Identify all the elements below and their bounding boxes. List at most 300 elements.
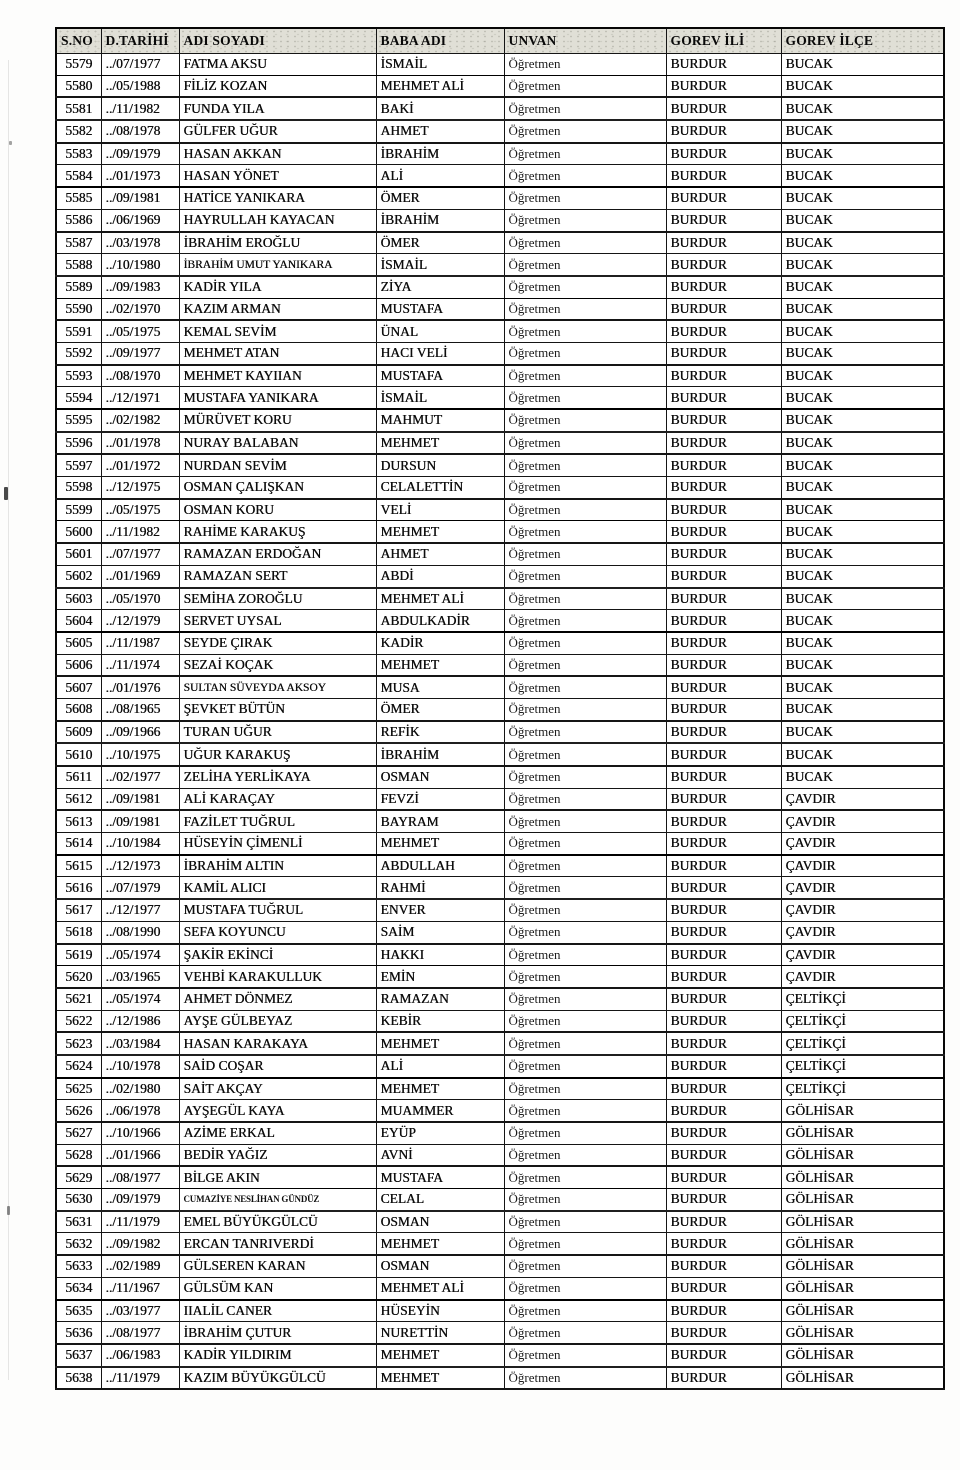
cell-father-name: MEHMET (376, 833, 504, 855)
table-row (56, 521, 944, 543)
cell-province: BURDUR (666, 409, 781, 432)
cell-father-name: VELİ (376, 499, 504, 521)
cell-serial-no: 5628 (56, 1144, 101, 1166)
cell-district: GÖLHİSAR (781, 1277, 944, 1299)
table-row (56, 298, 944, 320)
cell-birth-date: ../11/1974 (101, 654, 179, 676)
cell-title: Öğretmen (504, 1189, 666, 1211)
cell-province: BURDUR (666, 342, 781, 364)
cell-serial-no: 5591 (56, 320, 101, 342)
cell-serial-no: 5621 (56, 988, 101, 1010)
cell-father-name: ABDULKADİR (376, 610, 504, 632)
cell-district: ÇELTİKÇİ (781, 1078, 944, 1100)
cell-full-name: KAMİL ALICI (179, 877, 376, 899)
cell-district: BUCAK (781, 499, 944, 521)
cell-birth-date: ../06/1983 (101, 1344, 179, 1367)
cell-province: BURDUR (666, 1122, 781, 1144)
table-row (56, 387, 944, 409)
cell-full-name: KAZIM BÜYÜKGÜLCÜ (179, 1367, 376, 1390)
cell-serial-no: 5623 (56, 1032, 101, 1055)
cell-serial-no: 5594 (56, 387, 101, 409)
cell-serial-no: 5585 (56, 187, 101, 209)
cell-district: BUCAK (781, 320, 944, 342)
cell-province: BURDUR (666, 766, 781, 788)
cell-full-name: AZİME ERKAL (179, 1122, 376, 1144)
cell-title: Öğretmen (504, 1277, 666, 1299)
cell-province: BURDUR (666, 721, 781, 744)
cell-title: Öğretmen (504, 1300, 666, 1322)
cell-province: BURDUR (666, 499, 781, 521)
cell-birth-date: ../02/1970 (101, 298, 179, 320)
cell-province: BURDUR (666, 1300, 781, 1322)
cell-province: BURDUR (666, 1010, 781, 1032)
cell-district: BUCAK (781, 165, 944, 187)
cell-serial-no: 5620 (56, 966, 101, 988)
cell-district: GÖLHİSAR (781, 1144, 944, 1166)
cell-province: BURDUR (666, 365, 781, 387)
cell-full-name: RAMAZAN ERDOĞAN (179, 543, 376, 565)
cell-full-name: SULTAN SÜVEYDA AKSOY (179, 676, 376, 698)
cell-district: BUCAK (781, 432, 944, 455)
cell-province: BURDUR (666, 1233, 781, 1255)
table-row (56, 833, 944, 855)
cell-title: Öğretmen (504, 1100, 666, 1122)
cell-title: Öğretmen (504, 833, 666, 855)
cell-province: BURDUR (666, 165, 781, 187)
cell-district: GÖLHİSAR (781, 1233, 944, 1255)
cell-province: BURDUR (666, 1255, 781, 1277)
cell-father-name: RAMAZAN (376, 988, 504, 1010)
cell-serial-no: 5634 (56, 1277, 101, 1299)
cell-district: BUCAK (781, 75, 944, 97)
cell-district: BUCAK (781, 698, 944, 720)
cell-father-name: BAKİ (376, 97, 504, 120)
cell-province: BURDUR (666, 1189, 781, 1211)
cell-full-name: SEZAİ KOÇAK (179, 654, 376, 676)
cell-title: Öğretmen (504, 365, 666, 387)
table-body (56, 54, 944, 1390)
table-row (56, 1344, 944, 1367)
table-row (56, 342, 944, 364)
cell-district: ÇELTİKÇİ (781, 988, 944, 1010)
cell-province: BURDUR (666, 254, 781, 276)
cell-birth-date: ../05/1975 (101, 499, 179, 521)
cell-birth-date: ../01/1972 (101, 454, 179, 476)
cell-father-name: KADİR (376, 632, 504, 654)
table-head-row (56, 28, 944, 54)
cell-father-name: MEHMET (376, 1344, 504, 1367)
cell-province: BURDUR (666, 320, 781, 342)
cell-birth-date: ../03/1977 (101, 1300, 179, 1322)
cell-father-name: ÖMER (376, 187, 504, 209)
table-row (56, 543, 944, 565)
table-row (56, 209, 944, 231)
table-row (56, 588, 944, 610)
cell-serial-no: 5610 (56, 743, 101, 766)
cell-birth-date: ../05/1988 (101, 75, 179, 97)
cell-father-name: MEHMET (376, 432, 504, 455)
col-header-title: UNVAN (504, 28, 666, 54)
cell-title: Öğretmen (504, 409, 666, 432)
cell-district: GÖLHİSAR (781, 1211, 944, 1233)
cell-father-name: CELALETTİN (376, 477, 504, 499)
cell-district: BUCAK (781, 565, 944, 587)
cell-province: BURDUR (666, 588, 781, 610)
cell-district: ÇAVDIR (781, 855, 944, 877)
cell-district: GÖLHİSAR (781, 1100, 944, 1122)
cell-father-name: İBRAHİM (376, 143, 504, 165)
cell-full-name: MEHMET KAYIIAN (179, 365, 376, 387)
cell-birth-date: ../05/1974 (101, 988, 179, 1010)
cell-birth-date: ../07/1977 (101, 543, 179, 565)
cell-district: GÖLHİSAR (781, 1189, 944, 1211)
table-row (56, 454, 944, 476)
cell-province: BURDUR (666, 454, 781, 476)
cell-full-name: NURAY BALABAN (179, 432, 376, 455)
cell-serial-no: 5605 (56, 632, 101, 654)
cell-full-name: KAZIM ARMAN (179, 298, 376, 320)
cell-title: Öğretmen (504, 75, 666, 97)
cell-serial-no: 5633 (56, 1255, 101, 1277)
cell-province: BURDUR (666, 1078, 781, 1100)
cell-father-name: ALİ (376, 165, 504, 187)
cell-full-name: BEDİR YAĞIZ (179, 1144, 376, 1166)
cell-title: Öğretmen (504, 298, 666, 320)
cell-title: Öğretmen (504, 632, 666, 654)
cell-father-name: HAKKI (376, 944, 504, 966)
cell-full-name: HASAN AKKAN (179, 143, 376, 165)
cell-title: Öğretmen (504, 988, 666, 1010)
cell-full-name: MUSTAFA YANIKARA (179, 387, 376, 409)
table-row (56, 1100, 944, 1122)
cell-birth-date: ../11/1982 (101, 97, 179, 120)
table-row (56, 97, 944, 120)
cell-serial-no: 5599 (56, 499, 101, 521)
cell-birth-date: ../03/1984 (101, 1032, 179, 1055)
cell-full-name: KEMAL SEVİM (179, 320, 376, 342)
cell-father-name: MEHMET ALİ (376, 1277, 504, 1299)
cell-full-name: NURDAN SEVİM (179, 454, 376, 476)
cell-full-name: GÜLSÜM KAN (179, 1277, 376, 1299)
cell-full-name: İBRAHİM EROĞLU (179, 232, 376, 254)
cell-district: BUCAK (781, 477, 944, 499)
cell-serial-no: 5595 (56, 409, 101, 432)
cell-birth-date: ../08/1970 (101, 365, 179, 387)
cell-birth-date: ../05/1974 (101, 944, 179, 966)
cell-title: Öğretmen (504, 342, 666, 364)
cell-serial-no: 5602 (56, 565, 101, 587)
cell-serial-no: 5581 (56, 97, 101, 120)
cell-title: Öğretmen (504, 788, 666, 810)
cell-province: BURDUR (666, 1344, 781, 1367)
cell-father-name: MEHMET (376, 1078, 504, 1100)
cell-father-name: NURETTİN (376, 1322, 504, 1344)
cell-full-name: UĞUR KARAKUŞ (179, 743, 376, 766)
table-row (56, 499, 944, 521)
cell-full-name: OSMAN ÇALIŞKAN (179, 477, 376, 499)
cell-province: BURDUR (666, 1144, 781, 1166)
cell-province: BURDUR (666, 1367, 781, 1390)
cell-father-name: MEHMET (376, 654, 504, 676)
cell-serial-no: 5608 (56, 698, 101, 720)
cell-province: BURDUR (666, 97, 781, 120)
cell-title: Öğretmen (504, 187, 666, 209)
cell-father-name: ABDİ (376, 565, 504, 587)
cell-full-name: OSMAN KORU (179, 499, 376, 521)
cell-father-name: MUSA (376, 676, 504, 698)
table-row (56, 1367, 944, 1390)
table-row (56, 632, 944, 654)
cell-title: Öğretmen (504, 766, 666, 788)
cell-father-name: ÖMER (376, 698, 504, 720)
cell-birth-date: ../11/1979 (101, 1211, 179, 1233)
cell-title: Öğretmen (504, 610, 666, 632)
cell-serial-no: 5606 (56, 654, 101, 676)
cell-father-name: OSMAN (376, 1211, 504, 1233)
cell-birth-date: ../02/1980 (101, 1078, 179, 1100)
cell-title: Öğretmen (504, 1166, 666, 1188)
cell-province: BURDUR (666, 899, 781, 921)
cell-full-name: HÜSEYİN ÇİMENLİ (179, 833, 376, 855)
cell-birth-date: ../11/1967 (101, 1277, 179, 1299)
cell-district: BUCAK (781, 588, 944, 610)
cell-full-name: SAİT AKÇAY (179, 1078, 376, 1100)
table-row (56, 1055, 944, 1078)
cell-title: Öğretmen (504, 1322, 666, 1344)
cell-full-name: FATMA AKSU (179, 54, 376, 76)
table-row (56, 165, 944, 187)
cell-province: BURDUR (666, 654, 781, 676)
cell-district: GÖLHİSAR (781, 1300, 944, 1322)
cell-father-name: MEHMET (376, 1367, 504, 1390)
cell-birth-date: ../06/1969 (101, 209, 179, 231)
table-row (56, 254, 944, 276)
cell-father-name: MEHMET ALİ (376, 588, 504, 610)
cell-serial-no: 5601 (56, 543, 101, 565)
cell-serial-no: 5637 (56, 1344, 101, 1367)
cell-birth-date: ../11/1979 (101, 1367, 179, 1390)
cell-province: BURDUR (666, 632, 781, 654)
cell-birth-date: ../01/1976 (101, 676, 179, 698)
cell-full-name: KADİR YILDIRIM (179, 1344, 376, 1367)
cell-title: Öğretmen (504, 944, 666, 966)
cell-birth-date: ../01/1969 (101, 565, 179, 587)
cell-province: BURDUR (666, 75, 781, 97)
cell-title: Öğretmen (504, 232, 666, 254)
cell-title: Öğretmen (504, 120, 666, 143)
cell-province: BURDUR (666, 698, 781, 720)
cell-serial-no: 5588 (56, 254, 101, 276)
cell-father-name: AVNİ (376, 1144, 504, 1166)
cell-province: BURDUR (666, 1055, 781, 1078)
cell-father-name: ABDULLAH (376, 855, 504, 877)
table-row (56, 143, 944, 165)
cell-full-name: ERCAN TANRIVERDİ (179, 1233, 376, 1255)
cell-title: Öğretmen (504, 209, 666, 231)
cell-father-name: MEHMET (376, 1233, 504, 1255)
col-header-serial-no: S.NO (56, 28, 101, 54)
table-row (56, 120, 944, 143)
cell-serial-no: 5589 (56, 276, 101, 298)
cell-birth-date: ../05/1970 (101, 588, 179, 610)
cell-full-name: ZELİHA YERLİKAYA (179, 766, 376, 788)
table-row (56, 721, 944, 744)
cell-district: BUCAK (781, 632, 944, 654)
cell-title: Öğretmen (504, 721, 666, 744)
cell-full-name: FAZİLET TUĞRUL (179, 810, 376, 832)
table-row (56, 654, 944, 676)
cell-birth-date: ../09/1966 (101, 721, 179, 744)
cell-province: BURDUR (666, 833, 781, 855)
cell-district: BUCAK (781, 409, 944, 432)
cell-father-name: DURSUN (376, 454, 504, 476)
cell-birth-date: ../12/1979 (101, 610, 179, 632)
cell-full-name: KADİR YILA (179, 276, 376, 298)
table-row (56, 743, 944, 766)
cell-father-name: İBRAHİM (376, 209, 504, 231)
cell-serial-no: 5618 (56, 921, 101, 943)
cell-birth-date: ../01/1973 (101, 165, 179, 187)
cell-full-name: CUMAZİYE NESLİHAN GÜNDÜZ (179, 1189, 376, 1211)
table-row (56, 966, 944, 988)
cell-title: Öğretmen (504, 521, 666, 543)
cell-full-name: MUSTAFA TUĞRUL (179, 899, 376, 921)
col-header-father-name: BABA ADI (376, 28, 504, 54)
cell-province: BURDUR (666, 477, 781, 499)
table-row (56, 54, 944, 76)
cell-full-name: SAİD COŞAR (179, 1055, 376, 1078)
cell-father-name: CELAL (376, 1189, 504, 1211)
cell-father-name: SAİM (376, 921, 504, 943)
col-header-district: GOREV İLÇE (781, 28, 944, 54)
cell-title: Öğretmen (504, 899, 666, 921)
cell-serial-no: 5604 (56, 610, 101, 632)
cell-birth-date: ../09/1981 (101, 187, 179, 209)
cell-birth-date: ../12/1986 (101, 1010, 179, 1032)
cell-title: Öğretmen (504, 698, 666, 720)
table-row (56, 409, 944, 432)
cell-father-name: İSMAİL (376, 254, 504, 276)
cell-district: BUCAK (781, 298, 944, 320)
cell-district: BUCAK (781, 766, 944, 788)
table-row (56, 1078, 944, 1100)
cell-birth-date: ../12/1973 (101, 855, 179, 877)
cell-serial-no: 5590 (56, 298, 101, 320)
cell-title: Öğretmen (504, 565, 666, 587)
cell-serial-no: 5609 (56, 721, 101, 744)
cell-district: BUCAK (781, 54, 944, 76)
table-row (56, 1010, 944, 1032)
cell-father-name: MUSTAFA (376, 1166, 504, 1188)
cell-father-name: OSMAN (376, 766, 504, 788)
cell-birth-date: ../02/1982 (101, 409, 179, 432)
col-header-birth-date: D.TARİHİ (101, 28, 179, 54)
cell-birth-date: ../09/1977 (101, 342, 179, 364)
cell-district: GÖLHİSAR (781, 1122, 944, 1144)
cell-serial-no: 5613 (56, 810, 101, 832)
cell-serial-no: 5636 (56, 1322, 101, 1344)
cell-birth-date: ../09/1983 (101, 276, 179, 298)
table-row (56, 988, 944, 1010)
cell-birth-date: ../11/1987 (101, 632, 179, 654)
cell-birth-date: ../03/1978 (101, 232, 179, 254)
cell-father-name: AHMET (376, 543, 504, 565)
cell-district: ÇELTİKÇİ (781, 1055, 944, 1078)
cell-title: Öğretmen (504, 1055, 666, 1078)
table-row (56, 1255, 944, 1277)
table-row (56, 1233, 944, 1255)
cell-district: ÇAVDIR (781, 788, 944, 810)
cell-title: Öğretmen (504, 877, 666, 899)
cell-full-name: MEHMET ATAN (179, 342, 376, 364)
cell-father-name: ÖMER (376, 232, 504, 254)
cell-district: BUCAK (781, 120, 944, 143)
cell-father-name: İSMAİL (376, 54, 504, 76)
cell-serial-no: 5622 (56, 1010, 101, 1032)
cell-title: Öğretmen (504, 743, 666, 766)
cell-title: Öğretmen (504, 855, 666, 877)
cell-province: BURDUR (666, 1032, 781, 1055)
cell-birth-date: ../09/1981 (101, 810, 179, 832)
cell-province: BURDUR (666, 1277, 781, 1299)
cell-district: ÇAVDIR (781, 944, 944, 966)
col-header-full-name: ADI SOYADI (179, 28, 376, 54)
cell-serial-no: 5626 (56, 1100, 101, 1122)
cell-birth-date: ../08/1978 (101, 120, 179, 143)
cell-full-name: FİLİZ KOZAN (179, 75, 376, 97)
cell-serial-no: 5607 (56, 676, 101, 698)
cell-serial-no: 5625 (56, 1078, 101, 1100)
table-row (56, 1277, 944, 1299)
cell-title: Öğretmen (504, 1344, 666, 1367)
cell-birth-date: ../05/1975 (101, 320, 179, 342)
cell-province: BURDUR (666, 1100, 781, 1122)
cell-title: Öğretmen (504, 1233, 666, 1255)
cell-birth-date: ../02/1989 (101, 1255, 179, 1277)
cell-serial-no: 5597 (56, 454, 101, 476)
table-row (56, 1032, 944, 1055)
cell-district: BUCAK (781, 521, 944, 543)
cell-title: Öğretmen (504, 1010, 666, 1032)
cell-title: Öğretmen (504, 387, 666, 409)
cell-full-name: SEFA KOYUNCU (179, 921, 376, 943)
cell-father-name: ENVER (376, 899, 504, 921)
cell-birth-date: ../10/1966 (101, 1122, 179, 1144)
cell-full-name: GÜLFER UĞUR (179, 120, 376, 143)
cell-birth-date: ../09/1982 (101, 1233, 179, 1255)
cell-title: Öğretmen (504, 54, 666, 76)
cell-birth-date: ../06/1978 (101, 1100, 179, 1122)
cell-father-name: HACI VELİ (376, 342, 504, 364)
cell-full-name: AYŞEGÜL KAYA (179, 1100, 376, 1122)
cell-district: GÖLHİSAR (781, 1344, 944, 1367)
cell-title: Öğretmen (504, 477, 666, 499)
cell-title: Öğretmen (504, 1367, 666, 1390)
cell-serial-no: 5631 (56, 1211, 101, 1233)
cell-full-name: VEHBİ KARAKULLUK (179, 966, 376, 988)
cell-title: Öğretmen (504, 1078, 666, 1100)
cell-birth-date: ../03/1965 (101, 966, 179, 988)
cell-father-name: MEHMET ALİ (376, 75, 504, 97)
cell-title: Öğretmen (504, 1144, 666, 1166)
cell-full-name: TURAN UĞUR (179, 721, 376, 744)
cell-serial-no: 5635 (56, 1300, 101, 1322)
cell-district: BUCAK (781, 97, 944, 120)
cell-province: BURDUR (666, 565, 781, 587)
cell-father-name: ÜNAL (376, 320, 504, 342)
cell-province: BURDUR (666, 921, 781, 943)
cell-district: BUCAK (781, 654, 944, 676)
